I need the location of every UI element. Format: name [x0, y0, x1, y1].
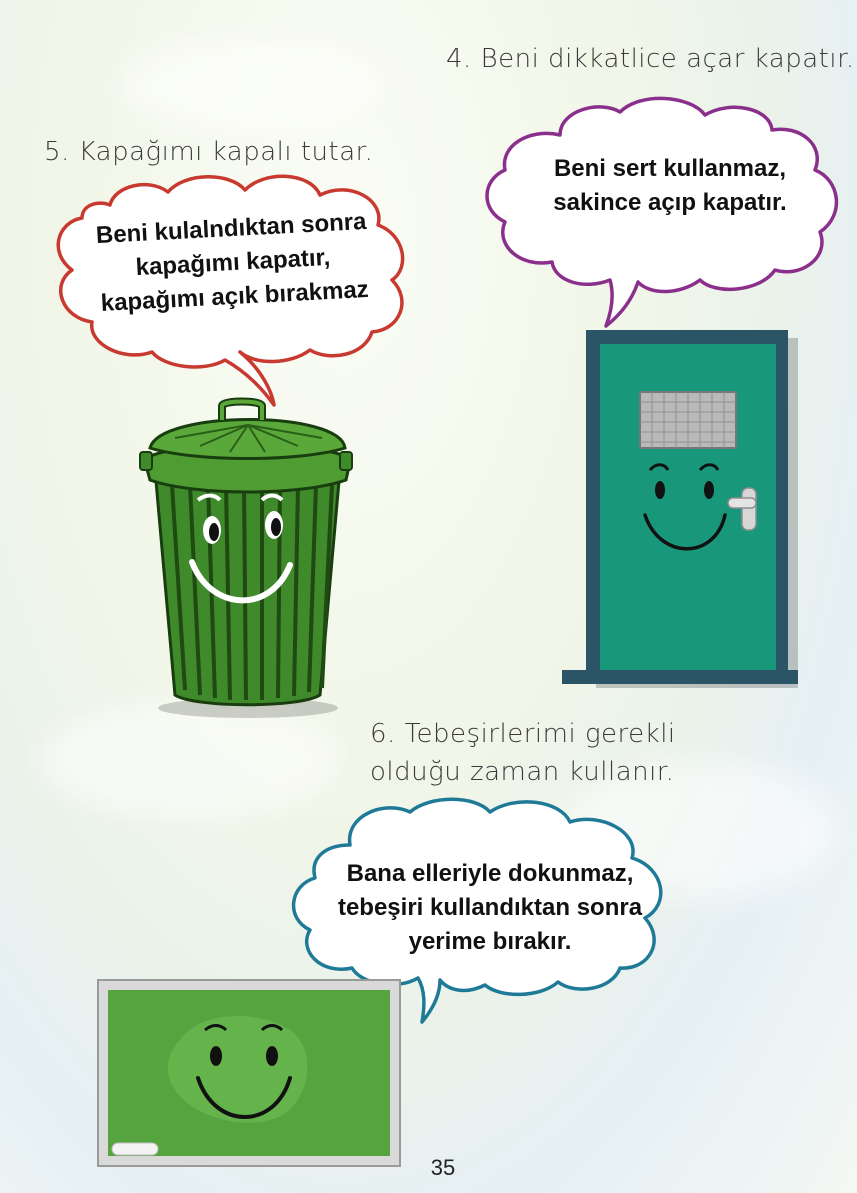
item-6-heading-line-2: olduğu zaman kullanır. [370, 757, 675, 787]
item-5-heading: 5. Kapağımı kapalı tutar. [44, 137, 374, 167]
door-bubble-line-2: sakince açıp kapatır. [553, 189, 787, 216]
trash-bubble-line-3: kapağımı açık bırakmaz [100, 275, 370, 317]
trash-bubble-line-1: Beni kulalndıktan sonra [95, 207, 368, 250]
board-bubble-line-3: yerime bırakır. [408, 928, 572, 955]
item-6-heading-line-1: 6. Tebeşirlerimi gerekli [370, 719, 676, 749]
door-bubble-line-1: Beni sert kullanmaz, [553, 155, 787, 182]
page-number: 35 [430, 1155, 456, 1180]
board-bubble-line-1: Bana elleriyle dokunmaz, [346, 860, 634, 887]
item-4-heading: 4. Beni dikkatlice açar kapatır. [446, 44, 855, 74]
trash-bubble-line-2: kapağımı kapatır, [135, 243, 331, 282]
board-bubble-line-2: tebeşiri kullandıktan sonra [337, 894, 643, 921]
